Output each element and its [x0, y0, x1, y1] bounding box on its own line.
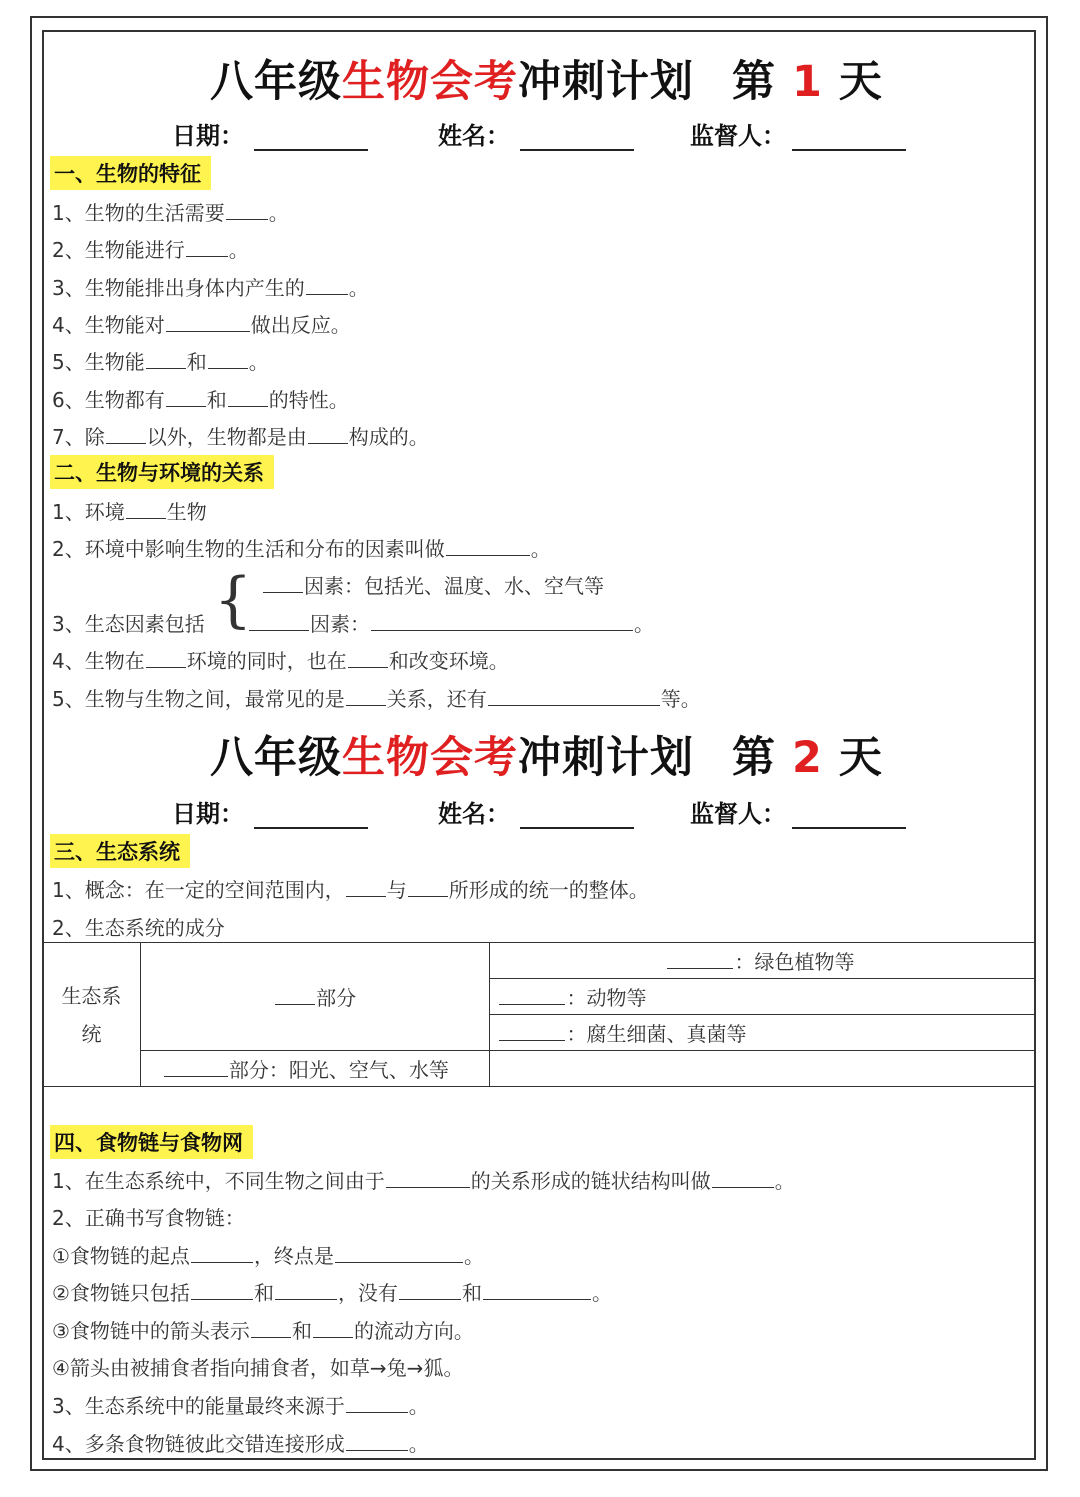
day1-title	[210, 48, 694, 109]
cell-text: ：绿色植物等	[734, 950, 855, 974]
line-text: ③食物链中的箭头表示	[52, 1319, 250, 1343]
list-item	[52, 1240, 484, 1269]
answer-blank[interactable]	[146, 647, 186, 668]
supervisor-label: 监督人：	[690, 800, 786, 828]
cell-text: 生态系	[61, 983, 122, 1008]
line-text: 3、生物能排出身体内产生的	[52, 276, 305, 300]
section-heading-3: 三、生态系统	[50, 834, 190, 868]
name-input-line[interactable]	[520, 123, 634, 151]
line-text: 。	[408, 1394, 429, 1418]
cell-text: 统	[81, 1021, 102, 1046]
line-text: 做出反应。	[250, 313, 351, 337]
line-text: 因素：包括光、温度、水、空气等	[304, 574, 604, 598]
title-prefix: 八年级	[210, 733, 342, 783]
date-label: 日期：	[172, 800, 244, 828]
line-text: 。	[348, 276, 369, 300]
brace-icon: {	[214, 565, 253, 635]
day1-day-label	[732, 48, 883, 109]
line-text: 。	[268, 201, 289, 225]
line-text: 5、生物与生物之间，最常见的是	[52, 687, 345, 711]
supervisor-input-line[interactable]	[792, 123, 906, 151]
line-text: 和	[206, 388, 227, 412]
line-text: 的特性。	[268, 388, 349, 412]
line-text: 以外，生物都是由	[146, 425, 307, 449]
line-text: ，没有	[337, 1281, 398, 1305]
line-text: 。	[228, 238, 249, 262]
answer-blank[interactable]	[346, 685, 386, 706]
line-text: 和	[291, 1319, 312, 1343]
line-text: 的关系形成的链状结构叫做	[470, 1169, 711, 1193]
answer-blank[interactable]	[226, 199, 268, 220]
answer-blank[interactable]	[313, 1317, 353, 1338]
cell-text: 部分：阳光、空气、水等	[228, 1058, 449, 1082]
answer-blank[interactable]	[126, 498, 166, 519]
line-text: ，终点是	[253, 1244, 334, 1268]
day2-title	[210, 724, 694, 785]
section-heading-1: 一、生物的特征	[50, 156, 211, 190]
title-highlight: 生物会考	[342, 57, 518, 107]
answer-blank[interactable]	[346, 876, 386, 897]
answer-blank[interactable]	[251, 1317, 291, 1338]
section-heading-4: 四、食物链与食物网	[50, 1125, 253, 1159]
day-number: 1	[791, 57, 823, 107]
answer-blank[interactable]	[667, 948, 733, 969]
list-item	[52, 234, 249, 263]
answer-blank[interactable]	[399, 1279, 461, 1300]
eco-factor-abiotic	[248, 608, 654, 637]
line-text: 4、生物能对	[52, 313, 165, 337]
cell-text: 部分	[316, 986, 357, 1010]
answer-blank[interactable]	[408, 876, 448, 897]
list-item	[52, 272, 369, 301]
date-label: 日期：	[172, 122, 244, 150]
biotic-part-cell	[140, 943, 490, 1051]
line-text: 因素：	[310, 612, 370, 636]
list-item	[52, 683, 701, 712]
line-text: 和	[461, 1281, 482, 1305]
line-text: ②食物链只包括	[52, 1281, 190, 1305]
line-text: 等。	[660, 687, 701, 711]
answer-blank[interactable]	[166, 386, 206, 407]
cell-text: ：动物等	[566, 986, 647, 1010]
line-text: 与	[386, 878, 407, 902]
answer-blank[interactable]	[346, 1430, 408, 1451]
answer-blank[interactable]	[712, 1167, 774, 1188]
answer-blank[interactable]	[164, 1056, 228, 1077]
ecosystem-table	[42, 942, 1036, 1087]
line-text: 5、生物能	[52, 350, 145, 374]
list-item	[52, 1277, 612, 1306]
day-suffix: 天	[838, 733, 883, 783]
line-text: 和	[253, 1281, 274, 1305]
list-item	[52, 384, 349, 413]
empty-cell	[490, 1051, 1036, 1087]
list-item	[52, 309, 351, 338]
date-input-line[interactable]	[254, 801, 368, 829]
consumer-cell	[490, 979, 1036, 1015]
list-item	[52, 1315, 474, 1344]
list-item	[52, 421, 429, 450]
list-item	[52, 874, 649, 903]
answer-blank[interactable]	[186, 236, 228, 257]
line-text: 关系，还有	[386, 687, 487, 711]
answer-blank[interactable]	[208, 348, 248, 369]
answer-blank[interactable]	[306, 274, 348, 295]
line-text: 2、生物能进行	[52, 238, 185, 262]
line-text: 。	[530, 537, 551, 561]
abiotic-part-cell	[140, 1051, 490, 1087]
list-item	[52, 533, 551, 562]
answer-blank[interactable]	[499, 1020, 565, 1041]
answer-blank[interactable]	[446, 535, 530, 556]
list-item: ④箭头由被捕食者指向捕食者，如草→兔→狐。	[52, 1356, 464, 1380]
answer-blank[interactable]	[386, 1167, 470, 1188]
line-text: ①食物链的起点	[52, 1244, 190, 1268]
name-input-line[interactable]	[520, 801, 634, 829]
line-text: 。	[591, 1281, 612, 1305]
date-input-line[interactable]	[254, 123, 368, 151]
table-row-header	[43, 943, 141, 1087]
title-suffix: 冲刺计划	[518, 57, 694, 107]
producer-cell	[490, 943, 1036, 979]
answer-blank[interactable]	[499, 984, 565, 1005]
answer-blank[interactable]	[346, 1392, 408, 1413]
answer-blank[interactable]	[335, 1242, 463, 1263]
line-text: 4、生物在	[52, 649, 145, 673]
day-prefix: 第	[732, 733, 776, 783]
section-heading-2: 二、生物与环境的关系	[50, 455, 274, 489]
list-item	[52, 197, 289, 226]
answer-blank[interactable]	[275, 1279, 337, 1300]
line-text: 3、生态系统中的能量最终来源于	[52, 1394, 345, 1418]
list-item	[52, 1165, 795, 1194]
list-item: 2、正确书写食物链：	[52, 1206, 245, 1230]
line-text: 1、在生态系统中，不同生物之间由于	[52, 1169, 385, 1193]
day2-day-label	[732, 724, 883, 785]
list-item	[52, 496, 207, 525]
day-suffix: 天	[838, 57, 883, 107]
list-item	[52, 346, 269, 375]
line-text: 1、生物的生活需要	[52, 201, 225, 225]
list-item: 2、生态系统的成分	[52, 916, 225, 940]
answer-blank[interactable]	[348, 647, 388, 668]
supervisor-input-line[interactable]	[792, 801, 906, 829]
title-prefix: 八年级	[210, 57, 342, 107]
name-label: 姓名：	[438, 122, 510, 150]
answer-blank[interactable]	[146, 348, 186, 369]
line-text: 。	[463, 1244, 484, 1268]
list-item	[52, 1428, 429, 1457]
answer-blank[interactable]	[263, 572, 303, 593]
day-prefix: 第	[732, 57, 776, 107]
eco-factor-label: 3、生态因素包括	[52, 612, 205, 636]
line-text: 。	[248, 350, 269, 374]
answer-blank[interactable]	[249, 610, 309, 631]
line-text: 和	[186, 350, 207, 374]
day2-name-field	[438, 794, 634, 829]
name-label: 姓名：	[438, 800, 510, 828]
answer-blank[interactable]	[166, 311, 250, 332]
line-text: 6、生物都有	[52, 388, 165, 412]
line-text: 1、概念：在一定的空间范围内，	[52, 878, 345, 902]
supervisor-label: 监督人：	[690, 122, 786, 150]
answer-blank[interactable]	[371, 610, 633, 631]
day1-supervisor-field	[690, 116, 906, 151]
title-highlight: 生物会考	[342, 733, 518, 783]
day2-date-field	[172, 794, 368, 829]
list-item	[52, 645, 509, 674]
answer-blank[interactable]	[488, 685, 660, 706]
line-text: 4、多条食物链彼此交错连接形成	[52, 1432, 345, 1456]
day2-supervisor-field	[690, 794, 906, 829]
line-text: 。	[408, 1432, 429, 1456]
day1-date-field	[172, 116, 368, 151]
answer-blank[interactable]	[106, 423, 146, 444]
answer-blank[interactable]	[483, 1279, 591, 1300]
line-text: 的流动方向。	[353, 1319, 474, 1343]
eco-factor-biotic	[262, 570, 604, 599]
line-text: 所形成的统一的整体。	[448, 878, 649, 902]
list-item	[52, 1390, 429, 1419]
line-text: 环境的同时，也在	[186, 649, 347, 673]
answer-blank[interactable]	[308, 423, 348, 444]
line-text: 和改变环境。	[388, 649, 509, 673]
answer-blank[interactable]	[228, 386, 268, 407]
day-number: 2	[791, 733, 823, 783]
line-text: 1、环境	[52, 500, 125, 524]
answer-blank[interactable]	[191, 1279, 253, 1300]
line-text: 构成的。	[348, 425, 429, 449]
line-text: 。	[634, 612, 654, 636]
answer-blank[interactable]	[191, 1242, 253, 1263]
answer-blank[interactable]	[275, 984, 315, 1005]
line-text: 生物	[166, 500, 207, 524]
line-text: 7、除	[52, 425, 105, 449]
line-text: 。	[774, 1169, 795, 1193]
decomposer-cell	[490, 1015, 1036, 1051]
line-text: 2、环境中影响生物的生活和分布的因素叫做	[52, 537, 445, 561]
cell-text: ：腐生细菌、真菌等	[566, 1022, 747, 1046]
title-suffix: 冲刺计划	[518, 733, 694, 783]
day1-name-field	[438, 116, 634, 151]
